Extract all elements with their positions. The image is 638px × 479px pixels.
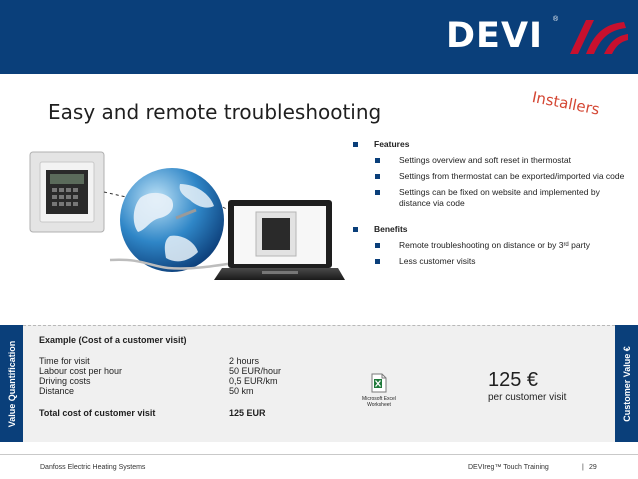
thermostat-device	[30, 152, 104, 232]
feature-item-text: Settings can be fixed on website and implemented by distance via code	[399, 187, 600, 208]
total-cost-value: 125 EUR	[229, 408, 266, 418]
square-bullet-icon	[375, 259, 380, 264]
features-heading-text: Features	[374, 139, 410, 149]
square-bullet-icon	[353, 227, 358, 232]
example-title: Example (Cost of a customer visit)	[39, 335, 187, 345]
cost-row	[39, 376, 369, 386]
cost-row-label: Labour cost per hour	[39, 366, 123, 376]
logo-text: DEVI	[446, 16, 544, 56]
customer-value-strip	[615, 325, 638, 442]
footer-separator: |	[582, 464, 584, 471]
excel-attachment-caption: Microsoft Excel Worksheet	[362, 396, 396, 408]
features-heading	[350, 138, 630, 150]
excel-worksheet-icon	[371, 373, 387, 393]
cost-row-label: Time for visit	[39, 356, 90, 366]
price-caption: per customer visit	[488, 392, 567, 403]
customer-visit-example-panel	[23, 325, 615, 442]
cost-row	[39, 356, 369, 366]
square-bullet-icon	[353, 142, 358, 147]
installers-stamp: Installers	[530, 88, 602, 119]
footer-company: Danfoss Electric Heating Systems	[40, 464, 146, 471]
footer-divider	[0, 454, 638, 455]
feature-item	[350, 171, 630, 182]
footer-training-name: DEVIreg™ Touch Training	[468, 464, 549, 471]
cost-row	[39, 386, 369, 396]
devi-swoosh-icon	[564, 14, 630, 58]
globe-illustration	[110, 168, 240, 272]
value-quantification-label: Value Quantification	[6, 340, 17, 427]
benefit-item-text: Remote troubleshooting on distance or by 3	[399, 240, 564, 250]
feature-bullet-list	[350, 138, 630, 272]
page-number: 29	[589, 464, 597, 471]
benefit-item	[350, 240, 630, 251]
logo-registered-mark: ®	[553, 16, 559, 23]
benefits-heading-text: Benefits	[374, 224, 408, 234]
value-quantification-strip	[0, 325, 23, 442]
benefit-item	[350, 256, 630, 267]
square-bullet-icon	[375, 158, 380, 163]
feature-item	[350, 187, 630, 209]
cost-row-value: 50 EUR/hour	[229, 366, 282, 376]
cost-row	[39, 366, 369, 376]
feature-item-text: Settings overview and soft reset in thermostat	[399, 155, 571, 165]
troubleshooting-illustration	[0, 140, 345, 320]
square-bullet-icon	[375, 190, 380, 195]
header-bar	[0, 0, 638, 74]
benefit-item-tail: party	[568, 240, 591, 250]
cost-row-value: 2 hours	[229, 356, 260, 366]
cost-row-value: 0,5 EUR/km	[229, 376, 278, 386]
square-bullet-icon	[375, 243, 380, 248]
customer-value-label: Customer Value €	[621, 345, 632, 422]
cost-row-label: Distance	[39, 386, 75, 396]
feature-item-text: Settings from thermostat can be exported/imported via code	[399, 171, 625, 181]
slide-title: Easy and remote troubleshooting	[48, 100, 382, 124]
total-cost-label: Total cost of customer visit	[39, 408, 156, 418]
benefit-item-text: Less customer visits	[399, 256, 476, 266]
price-value: 125 €	[488, 369, 539, 391]
cost-row-value: 50 km	[229, 386, 254, 396]
square-bullet-icon	[375, 174, 380, 179]
laptop-illustration	[214, 200, 345, 280]
ordinal-superscript: rd	[563, 242, 569, 248]
feature-item	[350, 155, 630, 166]
total-cost-row	[39, 408, 369, 418]
benefits-heading	[350, 223, 630, 235]
devi-logo	[446, 12, 559, 60]
cost-row-label: Driving costs	[39, 376, 91, 386]
